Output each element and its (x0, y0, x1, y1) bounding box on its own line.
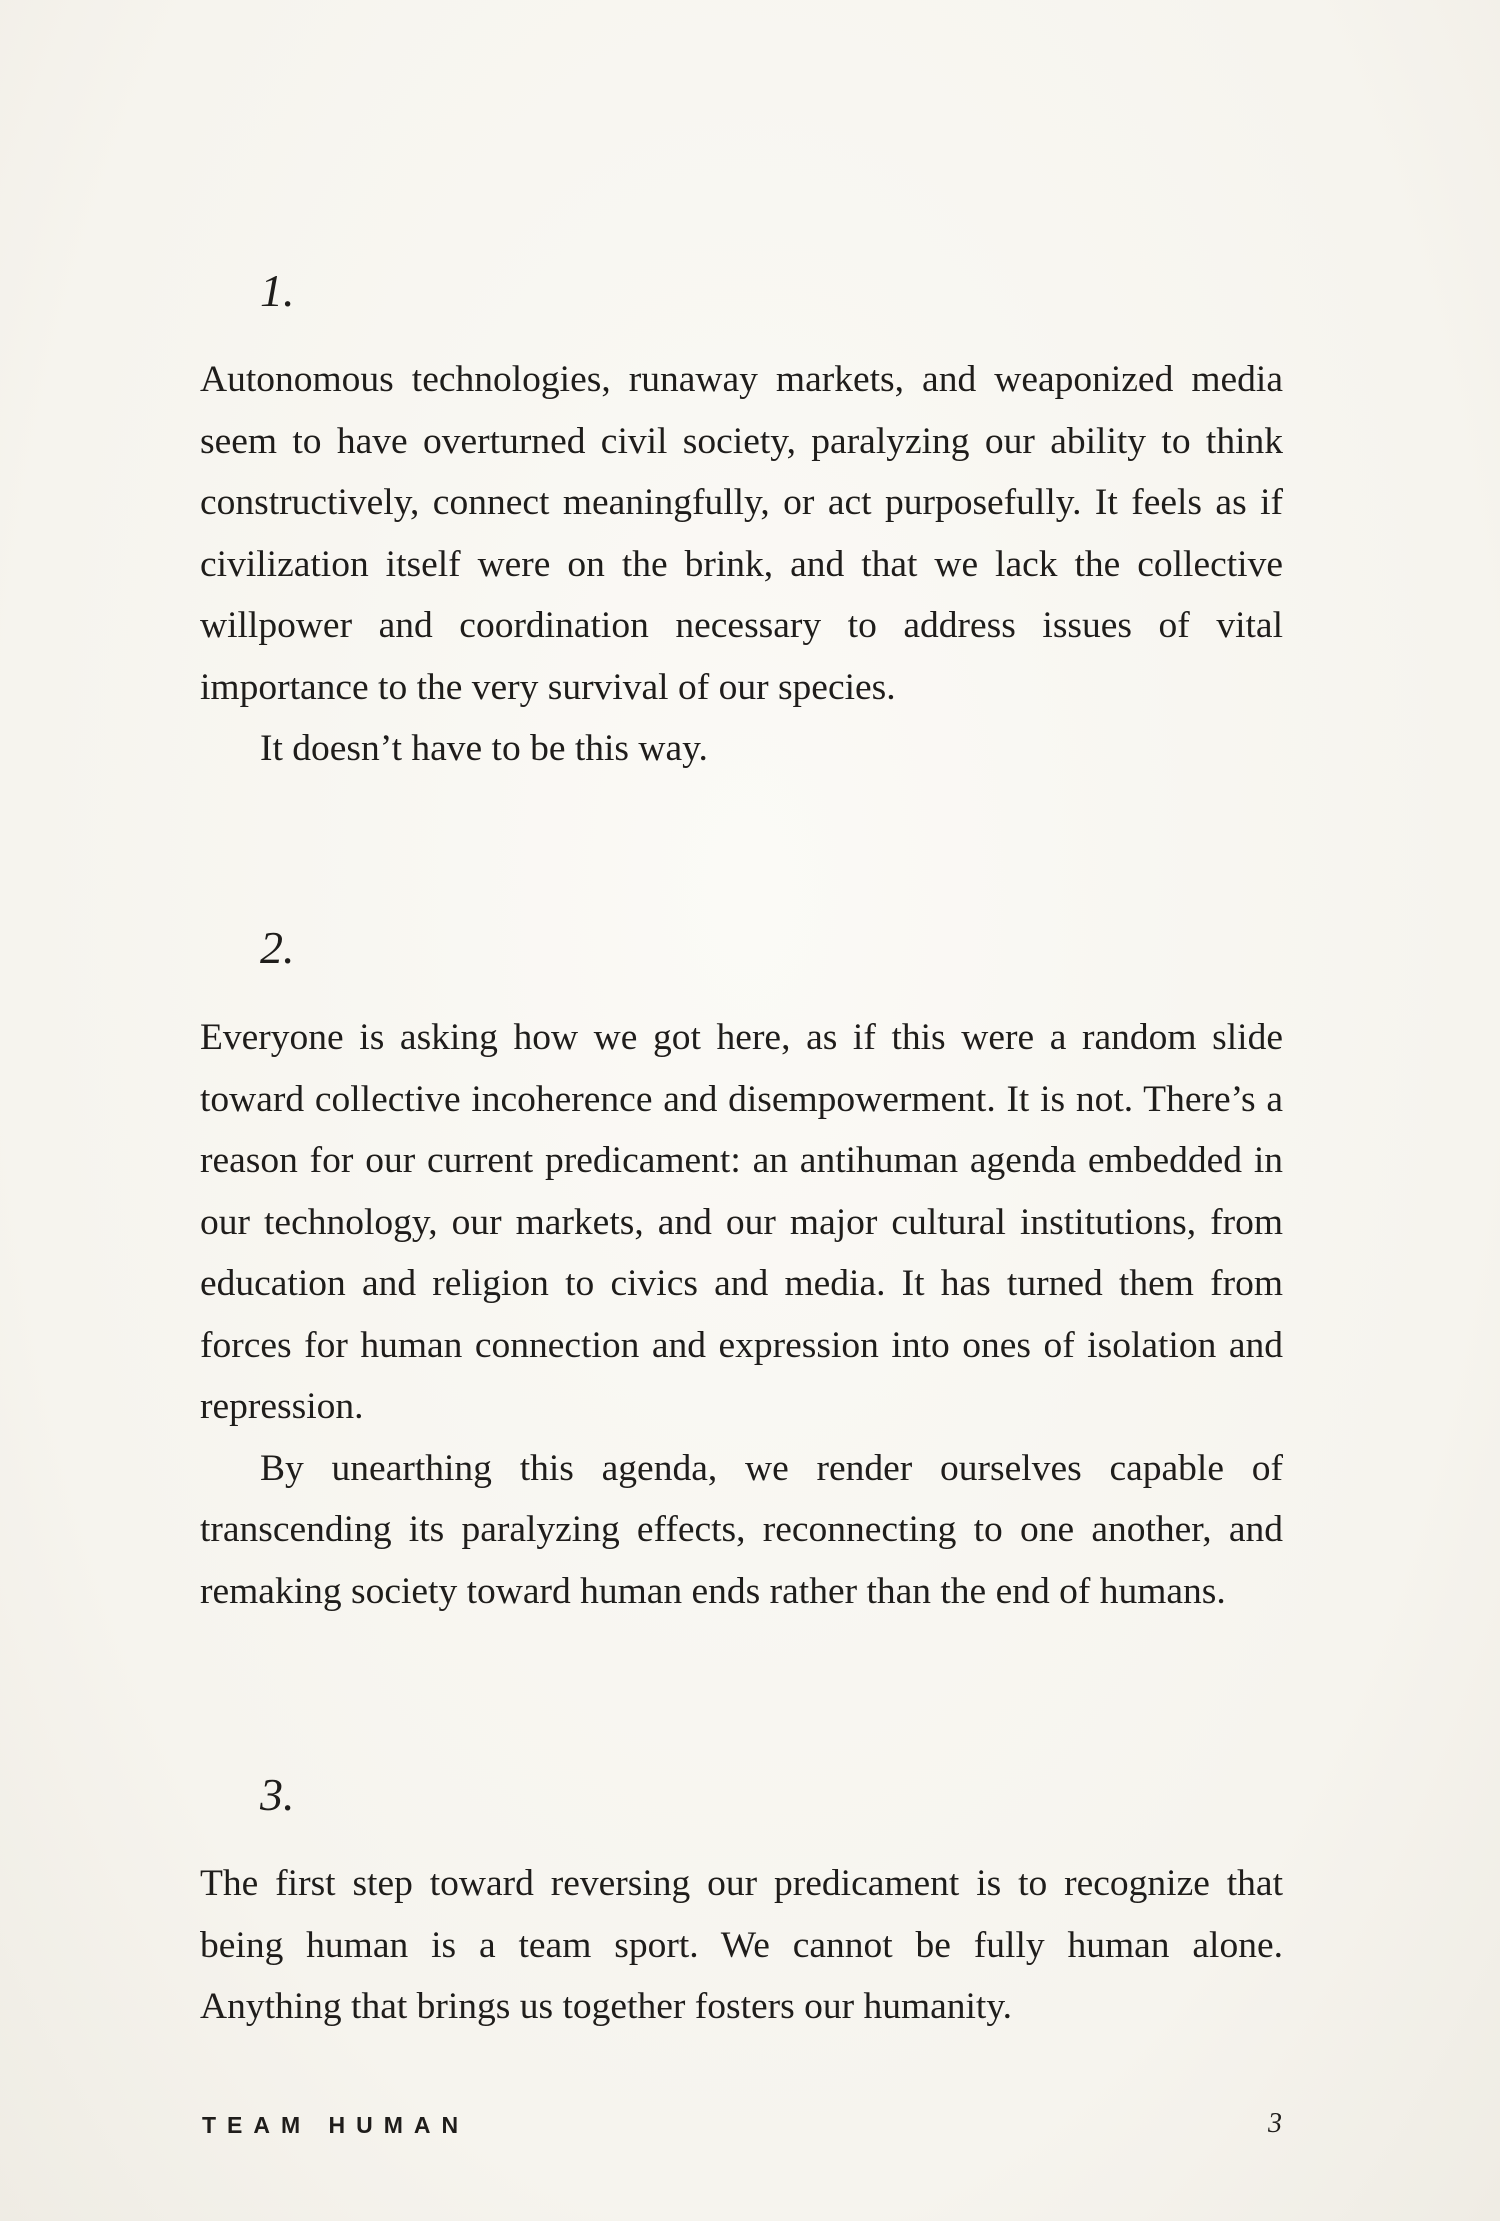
section-1-number-block (200, 265, 1283, 316)
section-3-body (200, 1853, 1283, 2038)
paragraph: The first step toward reversing our predicament is to recognize that being human is a team sport. We cannot be fully human alone. Anything that brings us together fosters our humanity. (200, 1863, 1283, 2027)
section-number: 1. (260, 265, 295, 316)
paragraph: It doesn’t have to be this way. (260, 728, 708, 769)
section-number: 3. (260, 1769, 295, 1820)
section-2-number-block (200, 922, 1283, 973)
paragraph: Everyone is asking how we got here, as if this were a random slide toward collective incoherence and disempowerment. It is not. There’s a reason for our current predicament: an antihuman agenda embedded in our technology, our markets, and our major cultural institutions, from education and religion to civics and media. It has turned them from forces for human connection and expression into ones of isolation and repression. (200, 1017, 1283, 1427)
section-3-number-block (200, 1769, 1283, 1820)
running-footer-title: TEAM HUMAN (202, 2112, 470, 2138)
section-number: 2. (260, 922, 295, 973)
section-2-body (200, 1007, 1283, 1622)
page-number: 3 (1268, 2108, 1282, 2139)
paragraph: Autonomous technologies, runaway markets, and weaponized media seem to have overturned civil society, paralyzing our ability to think constructively, connect meaningfully, or act purposefully. It feels as if civilization itself were on the brink, and that we lack the collective willpower and coordination necessary to address issues of vital importance to the very survival of our species. (200, 359, 1283, 708)
section-1-body (200, 349, 1283, 780)
paragraph: By unearthing this agenda, we render ourselves capable of transcending its paralyzing effects, reconnecting to one another, and remaking society toward human ends rather than the end of humans. (200, 1447, 1283, 1612)
